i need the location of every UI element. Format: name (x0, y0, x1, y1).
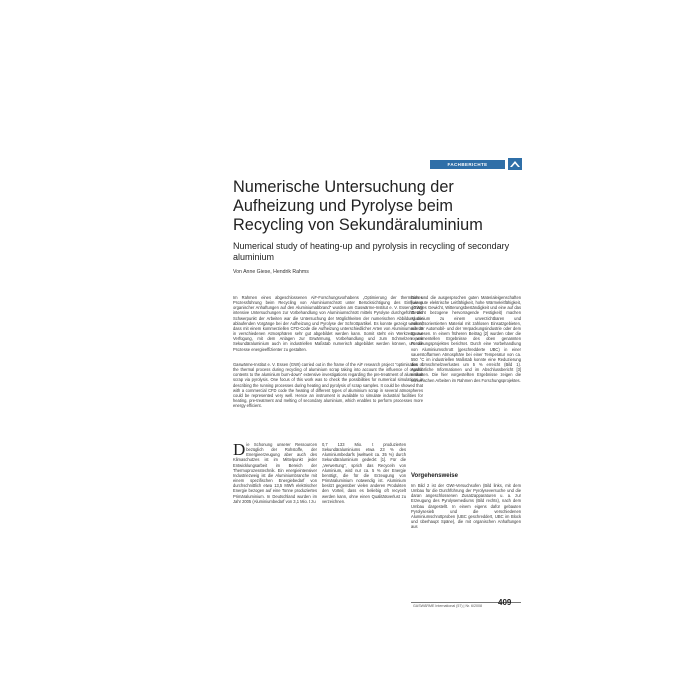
abstract-german-text: Im Rahmen eines abgeschlossenen AiF-Forschungsvorhabens „Optimierung der thermischen Prozessführung beim Recycling von Aluminiumschrott unter Berücksichtigung des Einflusses organischer Anhaftungen auf den Aluminiumabbrand" wurden am Gaswärme-Institut e. V. Essen (GWI) intensive Untersuchungen zur Vorbehandlung von Aluminiumschrott mittels Pyrolyse durchgeführt. Ein Schwerpunkt der Arbeiten war die Untersuchung der Möglichkeiten der numerischen Abbildung der ablaufenden Vorgänge bei der Aufheizung und Pyrolyse der Schrottpartikel. Es konnte gezeigt werden, dass mit einem kommerziellen CFD-Code die Aufheizung unterschiedlicher Arten von Aluminiumschrott in verschiedenen Atmosphären sehr gut abgebildet werden kann. Somit steht ein Werkzeug zur Verfügung, mit dem Anlagen zur Erwärmung, Vorbehandlung und zum Schmelzen von Sekundäraluminium auch im industriellen Maßstab numerisch abgebildet werden können, um die Prozesse energieeffizienter zu gestalten. (233, 295, 423, 352)
body-column-right-top (411, 295, 521, 383)
article-title: Numerische Untersuchung der Aufheizung und Pyrolyse beim Recycling von Sekundäraluminium (233, 178, 483, 234)
body-column-left (233, 442, 317, 504)
body-column-right-bottom (411, 483, 521, 529)
section-heading: Vorgehensweise (411, 473, 458, 479)
body-column-middle-text: 0,7 133 Mio. t produzierten Sekundäraluminiums etwa 23 % des Aluminiumbedarfs (weltweit ca. 35 %) durch Sekundäraluminium gedeckt [1]. Für die „Verwertung", sprich das Recyceln von Aluminium, wird nur ca. 5 % der Energie benötigt, die für die Erzeugung von Primäraluminium notwendig ist. Aluminium besitzt gegenüber vielen anderen Produkten den Vorteil, dass es beliebig oft recycelt werden kann, ohne einen Qualitätsverlust zu verzeichnen. (322, 442, 406, 504)
abstract-english (233, 362, 423, 408)
body-column-right-bottom-text: Im Bild 2 ist der GWI-Versuchsofen (Bild links, mit dem Umbau für die Durchführung der Pyrolyseversuche und die daran angeschlossenen Zusatzapparaturen u. a. zur Erzeugung des Pyrolysemediums (Bild rechts), nach dem Umbau dargestellt. In einem eigens dafür gebauten Pyrolysesieb und die verschiedenen Aluminiumschrottproben (UBC geschreddert, UBC im Block und überhaupt Späne), die mit organischen Anhaftungen aus (411, 483, 521, 530)
article-authors: Von Anne Giese, Hendrik Rahms (233, 269, 309, 275)
body-column-right-top-text: Dies und die ausgesprochen guten Materialeigenschaften (wie gute elektrische Leitfähigkeit, hohe Wärmeleitfähigkeit, geringes Gewicht, Witterungsbeständigkeit und eine auf das Gewicht bezogene hervorragende Festigkeit) machen Aluminium zu einem unverzichtbaren und zukunftsorientierten Material mit zahlosen Einsatzgebieten, wie der Automobil- und der Verpackungsindustrie oder dem Bauwesen. In einem früheren Beitrag [2] wurden über die experimentellen Ergebnisse des oben genannten Forschungsprojektes berichtet. Durch eine Vorbehandlung von Aluminiumschrott (geschredderte UBC) in einer sauerstoffarmen Atmosphäre bei einer Temperatur von ca. 550 °C im industriellen Maßstab konnte eine Reduzierung des Umschmelzverlustes um 5 % erreicht (Bild 1). Ausführliche Informationen und im Abschlussbericht [3] enthalten. Die hier vorgestellten Ergebnisse zeigen die numerischen Arbeiten im Rahmen des Forschungsprojektes. (411, 295, 521, 383)
drop-cap: D (233, 440, 246, 459)
abstract-english-text: Gaswärme-Institut e. V. Essen (GWI) carried out in the frame of the AiF research project "optimisation of the thermal process during recycling of aluminium scrap taking into account the influence of organic contents to the aluminium burn-down" extensive investigations regarding the pre-treatment of aluminium scrap via pyrolysis. One focus of this work was to check the possibilities for numerical simulations in describing the running processes during heating and pyrolysis of scrap samples. It could be showed that with a commercial CFD code the heating of different types of aluminium scrap in several atmospheres could be represented very well. Hence an instrument is available to simulate industrial facilities for heating, pre-treatment and melting of secondary aluminium, which enables to perform processes more energy efficient. (233, 362, 423, 409)
section-tag (430, 160, 505, 169)
body-column-left-text: ie Schonung unserer Ressourcen bezüglich der Rohstoffe, der Energieerzeugung aber auch des Klimaschutzes ist im Mittelpunkt jeder Entwicklungsarbeit im Bereich der Thermoprozesstechnik. Ein energieintensiver Industriezweig ist die Aluminiumbranche mit einem spezifischen Energiebedarf von durchschnittlich etwa 13,5 MWh elektrischer Energie bezogen auf eine Tonne produziertes Primäraluminium. In Deutschland wurden im Jahr 2005 (Aluminiumbedarf von 3,1 Mio. t zu (233, 442, 317, 504)
article-subtitle: Numerical study of heating-up and pyrolysis in recycling of secondary aluminium (233, 241, 510, 262)
section-tag-label: FACHBERICHTE (447, 162, 488, 167)
abstract-german (233, 295, 423, 352)
journal-logo-icon (508, 158, 522, 170)
page-number: 409 (498, 598, 512, 607)
body-column-middle (322, 442, 406, 504)
page-footer: GASWÄRME International (57) | Nr. 6/2008 (413, 604, 483, 608)
document-page (178, 45, 523, 655)
